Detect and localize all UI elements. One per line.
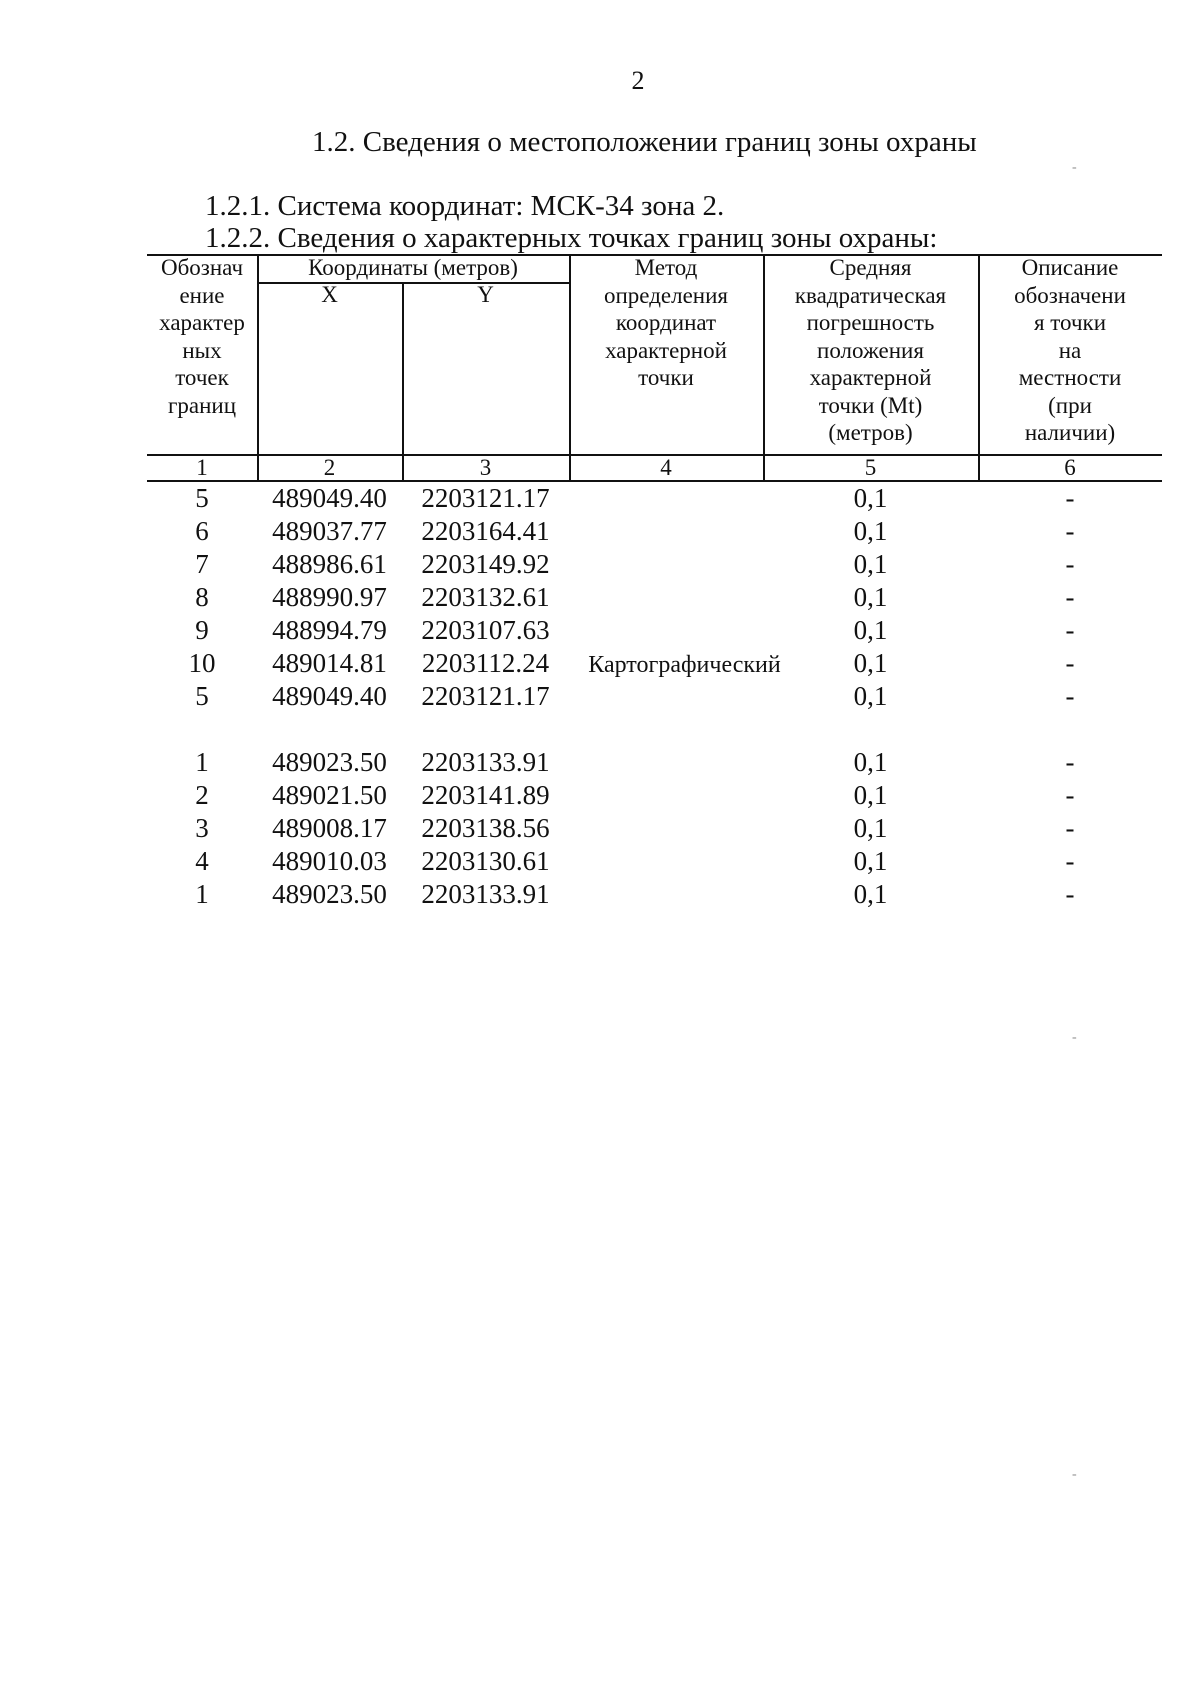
x-coordinate: 489014.81	[272, 648, 387, 678]
mean-error: 0,1	[853, 582, 888, 612]
header-description: Описание обозначени я точки на местности (при наличии)	[1014, 255, 1126, 445]
column-number: 4	[660, 455, 672, 480]
point-description: -	[1065, 648, 1075, 678]
header-y: Y	[477, 282, 494, 307]
table-row	[147, 615, 1162, 648]
y-coordinate: 2203133.91	[421, 879, 550, 909]
mean-error: 0,1	[853, 648, 888, 678]
y-coordinate: 2203149.92	[421, 549, 550, 579]
mean-error: 0,1	[853, 549, 888, 579]
point-number: 2	[195, 780, 209, 810]
table-row	[147, 879, 1162, 912]
x-coordinate: 489021.50	[272, 780, 387, 810]
mean-error: 0,1	[853, 681, 888, 711]
x-coordinate: 489023.50	[272, 879, 387, 909]
point-number: 5	[195, 483, 209, 513]
table-row	[147, 483, 1162, 516]
y-coordinate: 2203130.61	[421, 846, 550, 876]
mean-error: 0,1	[853, 615, 888, 645]
header-method: Метод определения координат характерной точки	[603, 255, 728, 390]
y-coordinate: 2203121.17	[421, 483, 550, 513]
x-coordinate: 488986.61	[272, 549, 387, 579]
header-x: X	[321, 282, 338, 307]
section-heading: 1.2. Сведения о местоположении границ зоны охраны	[312, 126, 977, 158]
mean-error: 0,1	[853, 879, 888, 909]
point-description: -	[1065, 780, 1075, 810]
col-divider-2	[402, 282, 404, 481]
y-coordinate: 2203107.63	[421, 615, 550, 645]
y-coordinate: 2203121.17	[421, 681, 550, 711]
point-description: -	[1065, 681, 1075, 711]
y-coordinate: 2203164.41	[421, 516, 550, 546]
header-designation: Обознач ение характер ных точек границ	[159, 255, 245, 418]
table-row	[147, 582, 1162, 615]
x-coordinate: 489023.50	[272, 747, 387, 777]
y-coordinate: 2203112.24	[421, 648, 550, 678]
x-coordinate: 488994.79	[272, 615, 387, 645]
mean-error: 0,1	[853, 846, 888, 876]
column-number: 2	[323, 455, 336, 480]
table-title: 1.2.2. Сведения о характерных точках границ зоны охраны:	[205, 222, 938, 254]
x-coordinate: 488990.97	[272, 582, 387, 612]
table-row	[147, 846, 1162, 879]
scan-speck: -	[1072, 1030, 1077, 1045]
header-coordinates: Координаты (метров)	[308, 255, 518, 280]
mean-error: 0,1	[853, 780, 888, 810]
mean-error: 0,1	[853, 747, 888, 777]
point-number: 10	[188, 648, 216, 678]
point-description: -	[1065, 582, 1075, 612]
x-coordinate: 489010.03	[272, 846, 387, 876]
point-number: 4	[195, 846, 209, 876]
x-coordinate: 489008.17	[272, 813, 387, 843]
point-description: -	[1065, 615, 1075, 645]
point-number: 1	[195, 747, 209, 777]
scan-speck: -	[1072, 1467, 1077, 1482]
point-number: 5	[195, 681, 209, 711]
mean-error: 0,1	[853, 813, 888, 843]
header-error: Средняя квадратическая погрешность положения характерной точки (Mt) (метров)	[794, 255, 947, 445]
point-number: 6	[195, 516, 209, 546]
point-description: -	[1065, 747, 1075, 777]
column-number: 1	[196, 455, 208, 480]
table-row	[147, 549, 1162, 582]
point-description: -	[1065, 483, 1075, 513]
y-coordinate: 2203133.91	[421, 747, 550, 777]
table-row	[147, 516, 1162, 549]
point-number: 8	[195, 582, 209, 612]
x-coordinate: 489037.77	[272, 516, 387, 546]
x-coordinate: 489049.40	[272, 483, 387, 513]
y-coordinate: 2203132.61	[421, 582, 550, 612]
point-number: 1	[195, 879, 209, 909]
table-row	[147, 813, 1162, 846]
column-number: 3	[479, 455, 492, 480]
table-header	[147, 254, 1162, 482]
point-description: -	[1065, 813, 1075, 843]
point-description: -	[1065, 516, 1075, 546]
column-number: 6	[1064, 455, 1076, 480]
scan-speck: -	[1072, 160, 1077, 175]
table-row	[147, 681, 1162, 714]
y-coordinate: 2203141.89	[421, 780, 550, 810]
point-description: -	[1065, 879, 1075, 909]
page-number: 2	[631, 66, 645, 95]
point-number: 7	[195, 549, 209, 579]
mean-error: 0,1	[853, 516, 888, 546]
point-description: -	[1065, 846, 1075, 876]
mean-error: 0,1	[853, 483, 888, 513]
y-coordinate: 2203138.56	[421, 813, 550, 843]
table-row	[147, 747, 1162, 780]
point-number: 3	[195, 813, 209, 843]
point-description: -	[1065, 549, 1075, 579]
column-number: 5	[864, 455, 877, 480]
method-value: Картографический	[588, 652, 781, 678]
table-row	[147, 780, 1162, 813]
x-coordinate: 489049.40	[272, 681, 387, 711]
point-number: 9	[195, 615, 209, 645]
coordinate-system-line: 1.2.1. Система координат: МСК-34 зона 2.	[205, 190, 725, 222]
